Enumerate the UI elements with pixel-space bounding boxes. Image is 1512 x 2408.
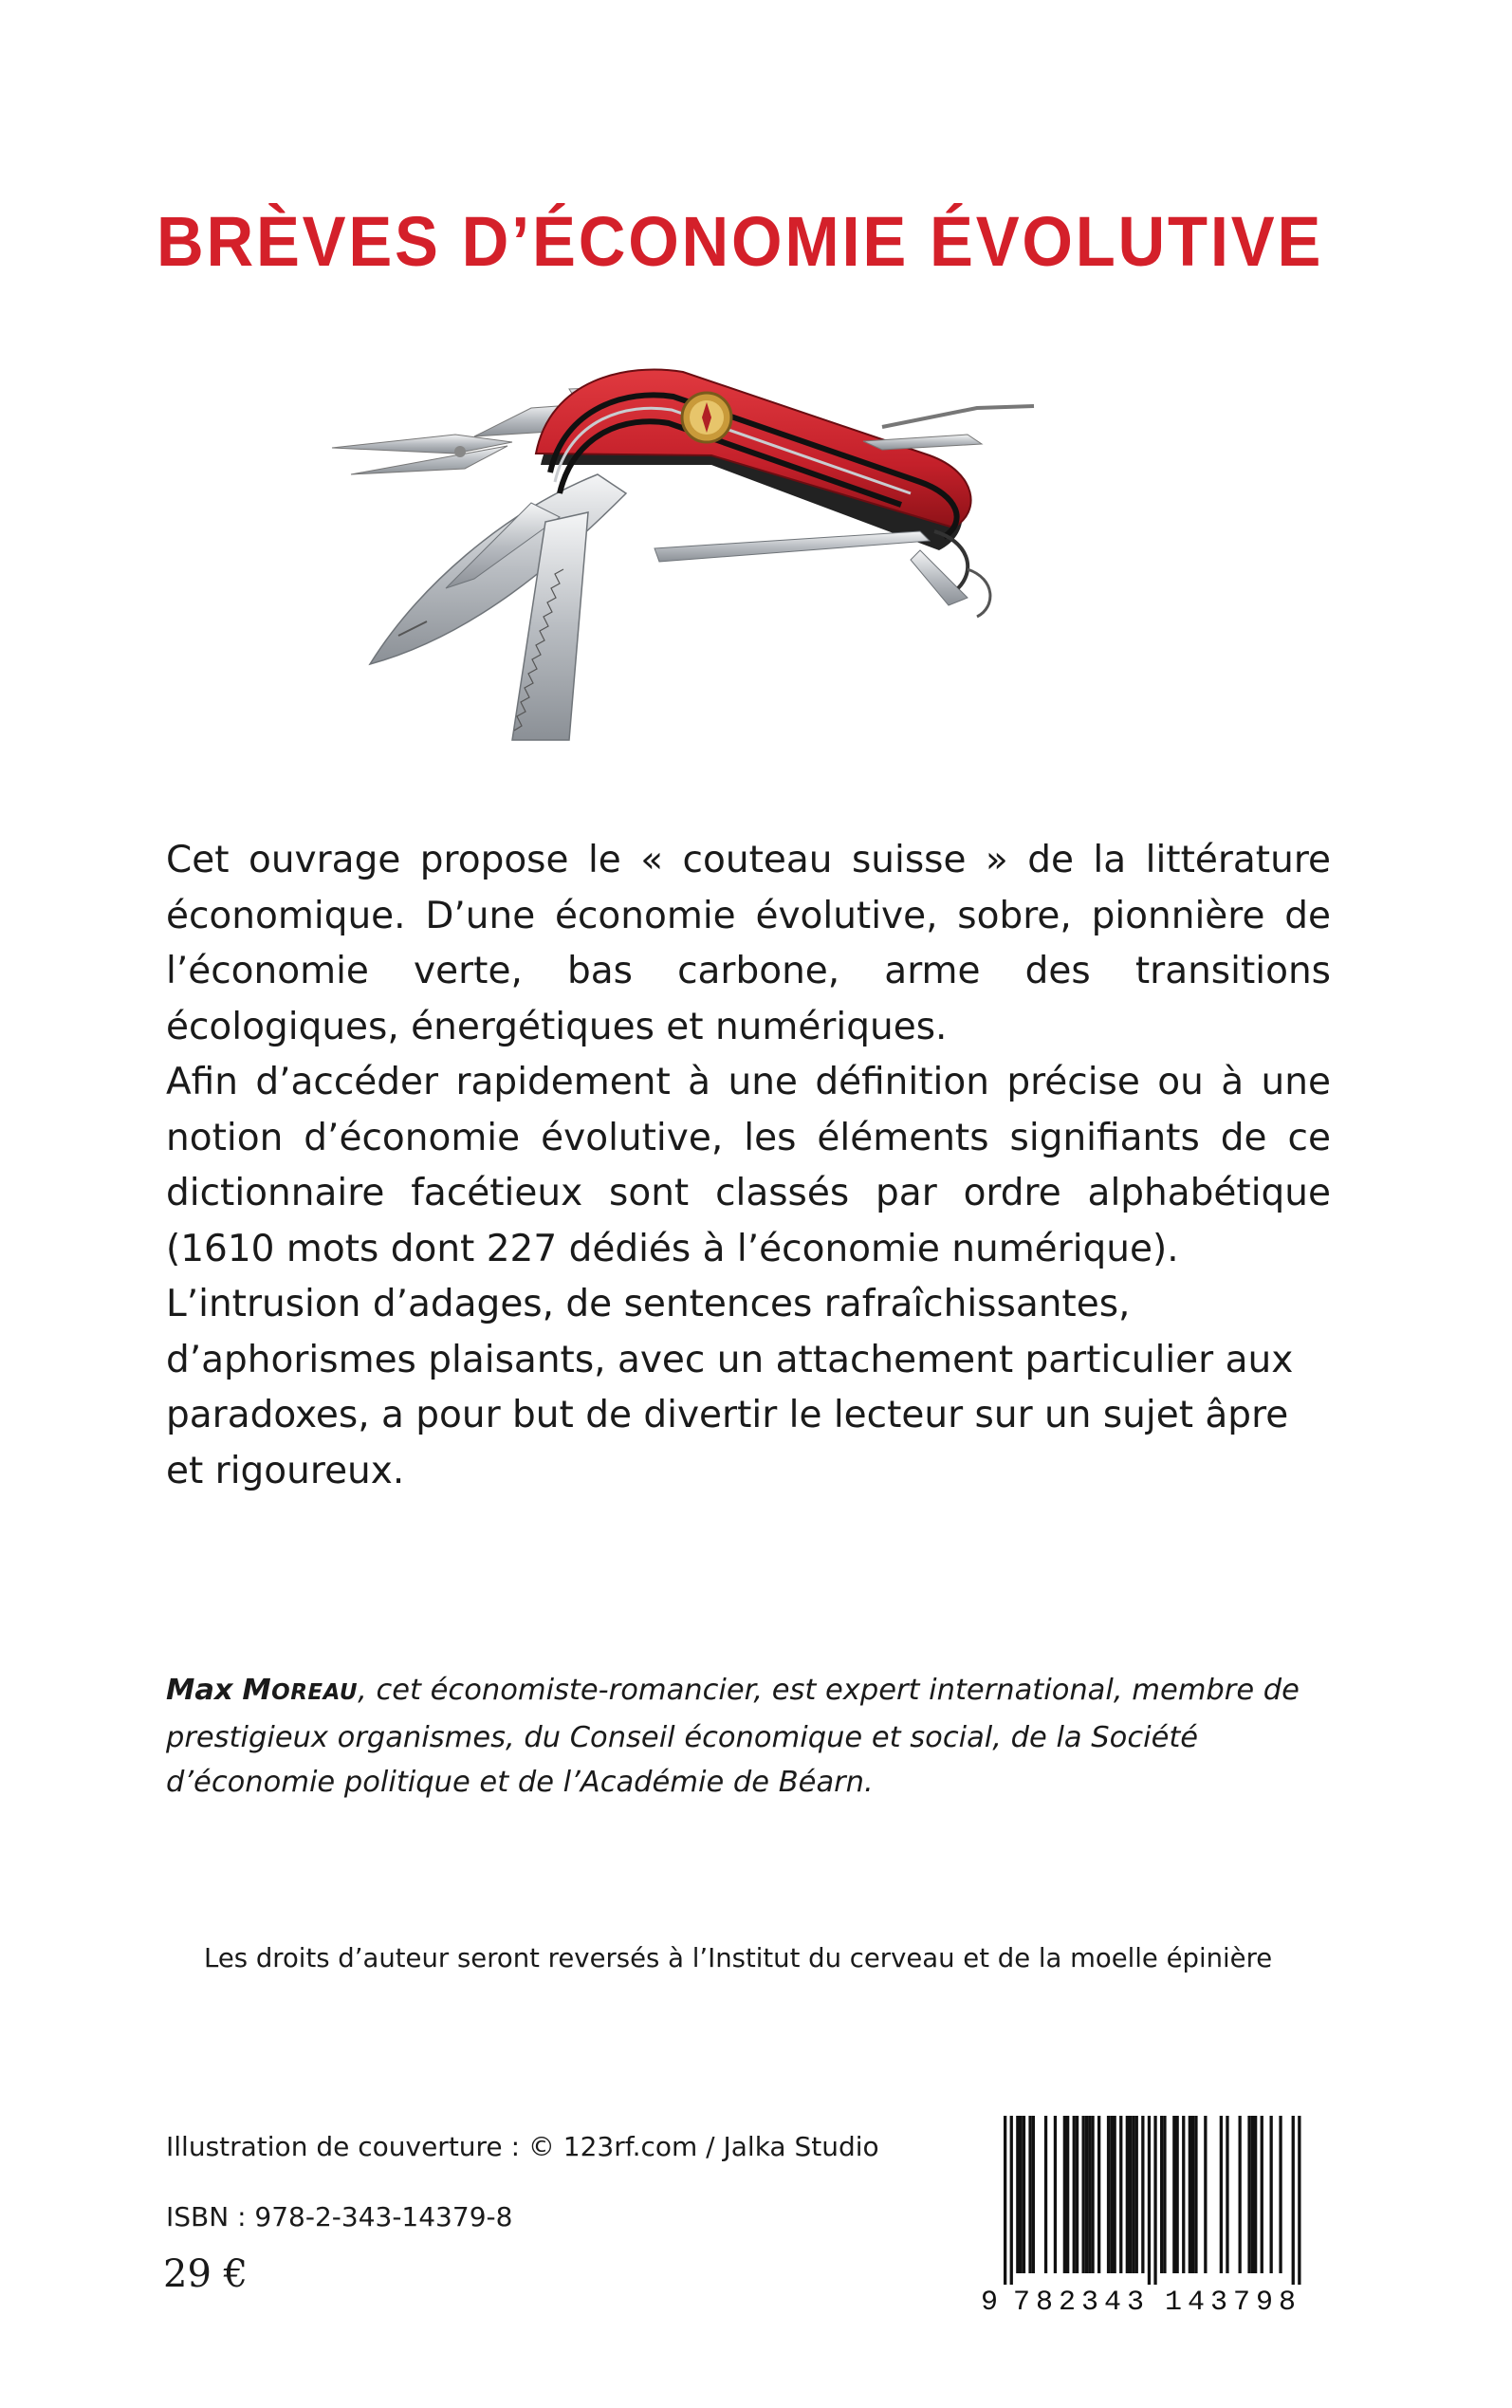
barcode-bar	[1176, 2116, 1179, 2273]
barcode-bar	[1088, 2116, 1091, 2273]
barcode-bar	[1082, 2116, 1085, 2273]
barcode-bar	[1004, 2116, 1006, 2285]
barcode-bar	[1091, 2116, 1094, 2273]
barcode-bar	[1194, 2116, 1197, 2273]
barcode-digits-left: 782343	[1013, 2287, 1151, 2315]
barcode-bar	[1032, 2116, 1035, 2273]
author-bio	[166, 1668, 1333, 1805]
barcode-bar	[1220, 2116, 1223, 2273]
barcode-bar	[1163, 2116, 1166, 2273]
barcode-bar	[1054, 2116, 1057, 2273]
barcode-bar	[1153, 2116, 1156, 2285]
back-cover-blurb	[166, 833, 1331, 1499]
barcode-bar	[1172, 2116, 1175, 2273]
barcode-bar	[1226, 2116, 1228, 2273]
blurb-paragraph-2: Afin d’accéder rapidement à une définition précise ou à une notion d’économie évolutive, les éléments signifiants de ce dictionnaire facétieux sont classés par ordre alphabétique (1610 mots dont 227 dédiés à l’économie numérique).	[166, 1061, 1331, 1270]
barcode-bar	[1160, 2116, 1163, 2273]
price: 29 €	[163, 2252, 249, 2296]
barcode-bar	[1189, 2116, 1191, 2273]
barcode-bar	[1073, 2116, 1076, 2273]
cover-credit: Illustration de couverture : © 123rf.com / Jalka Studio	[166, 2131, 879, 2162]
swiss-army-knife-illustration	[313, 351, 1167, 769]
barcode-bar	[1023, 2116, 1025, 2273]
blurb-paragraph-3: L’intrusion d’adages, de sentences rafraîchissantes, d’aphorismes plaisants, avec un attachement particulier aux paradoxes, a pour but de divertir le lecteur sur un sujet âpre et rigoureux.	[166, 1283, 1294, 1492]
barcode-bar	[1292, 2116, 1295, 2285]
barcode-bar	[1247, 2116, 1250, 2273]
barcode-bar	[1270, 2116, 1273, 2273]
barcode-bar	[1097, 2116, 1100, 2273]
barcode-bar	[1204, 2116, 1207, 2273]
barcode-bar	[1182, 2116, 1185, 2273]
barcode-bar	[1010, 2116, 1013, 2285]
author-bio-text: , cet économiste-romancier, est expert international, membre de prestigieux organismes, du Conseil économique et social, de la Société d’économie politique et de l’Académie de Béarn.	[166, 1674, 1300, 1799]
isbn: ISBN : 978-2-343-14379-8	[166, 2201, 513, 2232]
barcode-bar	[1066, 2116, 1069, 2273]
barcode-bar	[1191, 2116, 1194, 2273]
barcode-bar	[1298, 2116, 1300, 2285]
barcode-bar	[1119, 2116, 1122, 2273]
book-title: BRÈVES D’ÉCONOMIE ÉVOLUTIVE	[157, 202, 1324, 281]
barcode-bar	[1110, 2116, 1113, 2273]
barcode-bar	[1044, 2116, 1047, 2273]
barcode-digits-right: 143798	[1165, 2287, 1302, 2315]
barcode-digit-first: 9	[981, 2287, 999, 2315]
barcode-bar	[1132, 2116, 1134, 2273]
barcode-bar	[1254, 2116, 1257, 2273]
barcode-bar	[1239, 2116, 1242, 2273]
barcode-bar	[1135, 2116, 1138, 2273]
barcode-bar	[1261, 2116, 1263, 2273]
barcode-bar	[1279, 2116, 1282, 2273]
blurb-paragraph-1: Cet ouvrage propose le « couteau suisse » de la littérature économique. D’une économie évolutive, sobre, pionnière de l’économie verte, bas carbone, arme des transitions écologiques, énergétiques et numériques.	[166, 839, 1331, 1048]
barcode-bar	[1148, 2116, 1151, 2285]
barcode-bar	[1085, 2116, 1088, 2273]
barcode-bar	[1251, 2116, 1254, 2273]
rights-note: Les droits d’auteur seront reversés à l’Institut du cerveau et de la moelle épinière	[204, 1943, 1273, 1973]
author-last-name: MOREAU	[242, 1674, 359, 1707]
barcode-bar	[1076, 2116, 1079, 2273]
isbn-barcode	[975, 2114, 1320, 2315]
barcode-bar	[1141, 2116, 1144, 2273]
author-first-name: Max	[166, 1674, 233, 1707]
barcode-bar	[1107, 2116, 1110, 2273]
barcode-bar	[1126, 2116, 1129, 2273]
barcode-bar	[1114, 2116, 1116, 2273]
barcode-bar	[1016, 2116, 1019, 2273]
barcode-bar	[1063, 2116, 1066, 2273]
barcode-bar	[1129, 2116, 1132, 2273]
barcode-bar	[1028, 2116, 1031, 2273]
barcode-bar	[1020, 2116, 1023, 2273]
